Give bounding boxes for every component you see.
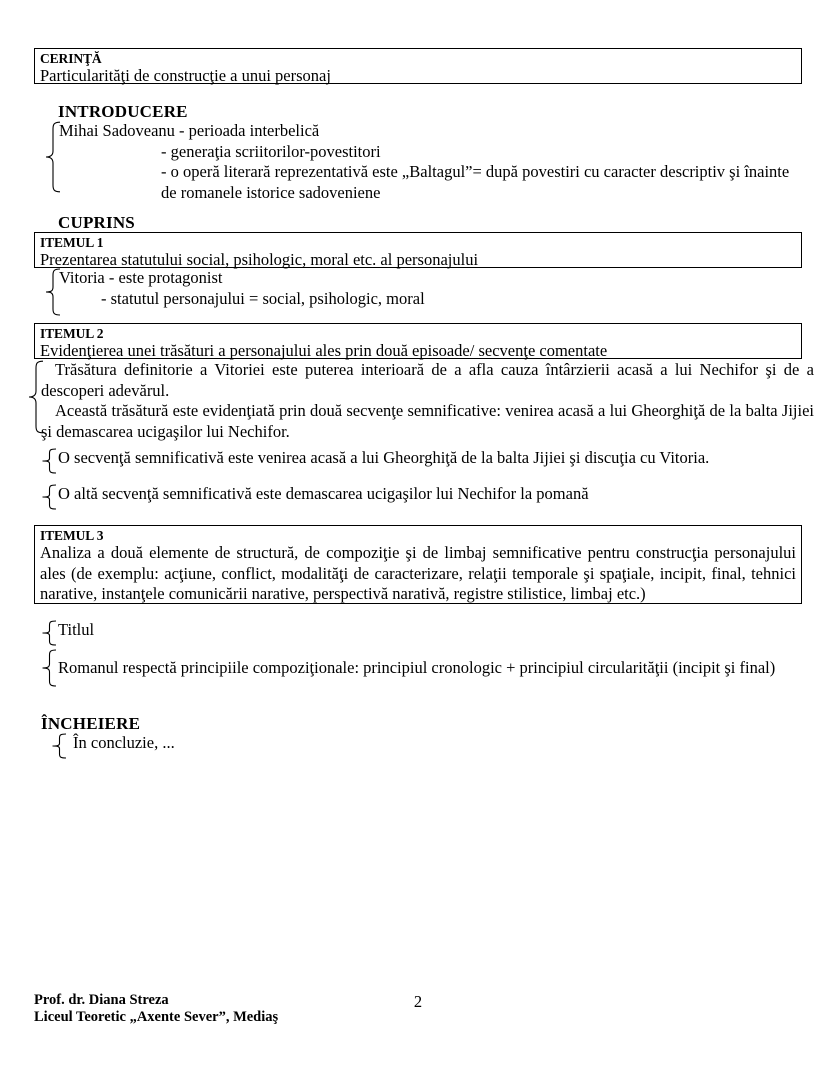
itemul2-paragraph-2: Această trăsătură este evidenţiată prin două secvenţe semnificative: venirea acasă a lui Gheorghiţă de la balta Jijiei şi demascarea ucigaşilor lui Nechifor. — [41, 401, 814, 441]
itemul1-box — [34, 232, 802, 268]
itemul3-bullet-2-text: Romanul respectă principiile compoziţionale: principiul cronologic + principiul circularităţii (incipit şi final) — [58, 658, 776, 677]
introducere-line-3: - o operă literară reprezentativă este „Baltagul”= după povestiri cu caracter descriptiv şi înainte — [161, 162, 790, 181]
itemul3-label: ITEMUL 3 — [40, 528, 104, 543]
heading-introducere: INTRODUCERE — [58, 102, 188, 121]
itemul2-bullet-2 — [58, 484, 810, 505]
itemul2-paragraph-1: Trăsătura definitorie a Vitoriei este puterea interioară de a afla cauza întârzierii acasă a lui Nechifor şi de a descoperi adevărul. — [41, 360, 814, 400]
itemul2-label: ITEMUL 2 — [40, 326, 104, 341]
curly-brace-icon — [50, 733, 68, 759]
footer-author-line-1: Prof. dr. Diana Streza — [34, 992, 169, 1008]
heading-incheiere: ÎNCHEIERE — [41, 714, 141, 733]
cerinta-box — [34, 48, 802, 84]
itemul2-bullet1-brace-group — [40, 448, 810, 474]
introducere-line-4: de romanele istorice sadoveniene — [161, 182, 381, 202]
itemul2-text: Evidenţierea unei trăsături a personajului ales prin două episoade/ secvenţe comentate — [40, 341, 608, 360]
itemul2-box — [34, 323, 802, 359]
incheiere-text: În concluzie, ... — [73, 733, 175, 752]
itemul1-brace-group — [44, 268, 814, 316]
curly-brace-icon — [40, 448, 58, 474]
itemul3-bullet-1 — [58, 620, 810, 641]
introducere-lines — [59, 121, 814, 203]
itemul2-bullet-1-text: O secvenţă semnificativă este venirea acasă a lui Gheorghiţă de la balta Jijiei şi discuţia cu Vitoria. — [58, 448, 710, 467]
heading-cuprins: CUPRINS — [58, 213, 135, 232]
itemul1-note-line-2: - statutul personajului = social, psihologic, moral — [101, 288, 425, 308]
itemul3-text: Analiza a două elemente de structură, de compoziţie şi de limbaj semnificative pentru construcţia personajului ales (de exemplu: acţiune, conflict, modalităţi de caracterizare, relaţii temporale şi spaţiale, incipit, final, tehnici narative, instanţele comunicării narative, perspectivă narativă, registre stilistice, limbaj etc.) — [40, 543, 796, 603]
itemul1-notes — [59, 268, 814, 309]
curly-brace-icon — [40, 620, 58, 646]
itemul2-bullet-2-text: O altă secvenţă semnificativă este demascarea ucigaşilor lui Nechifor la pomană — [58, 484, 589, 503]
itemul3-bullet-1-text: Titlul — [58, 620, 95, 639]
page-number: 2 — [413, 992, 423, 1011]
introducere-line-1: Mihai Sadoveanu - perioada interbelică — [59, 121, 320, 140]
curly-brace-icon — [40, 649, 58, 687]
itemul3-bullet-2 — [58, 658, 810, 679]
itemul3-box — [34, 525, 802, 604]
incheiere-brace-group — [50, 733, 450, 759]
itemul1-label: ITEMUL 1 — [40, 235, 104, 250]
itemul3-bullet2-brace-group — [40, 649, 810, 687]
itemul1-text: Prezentarea statutului social, psihologic, moral etc. al personajului — [40, 250, 479, 269]
footer-author — [34, 992, 278, 1026]
cerinta-text: Particularităţi de construcţie a unui personaj — [40, 66, 331, 85]
itemul2-paragraph-brace-group — [27, 360, 817, 441]
introducere-line-2: - generaţia scriitorilor-povestitori — [161, 141, 381, 161]
footer-author-line-2: Liceul Teoretic „Axente Sever”, Mediaş — [34, 1009, 279, 1025]
itemul2-paragraphs — [41, 360, 814, 442]
itemul3-bullet1-brace-group — [40, 620, 810, 646]
itemul2-bullet-1 — [58, 448, 810, 469]
itemul1-note-line-1: Vitoria - este protagonist — [59, 268, 223, 287]
curly-brace-icon — [40, 484, 58, 510]
cerinta-label: CERINŢĂ — [40, 51, 102, 66]
introducere-brace-group — [44, 121, 814, 202]
itemul2-bullet2-brace-group — [40, 484, 810, 510]
incheiere-text-wrap — [73, 733, 443, 754]
